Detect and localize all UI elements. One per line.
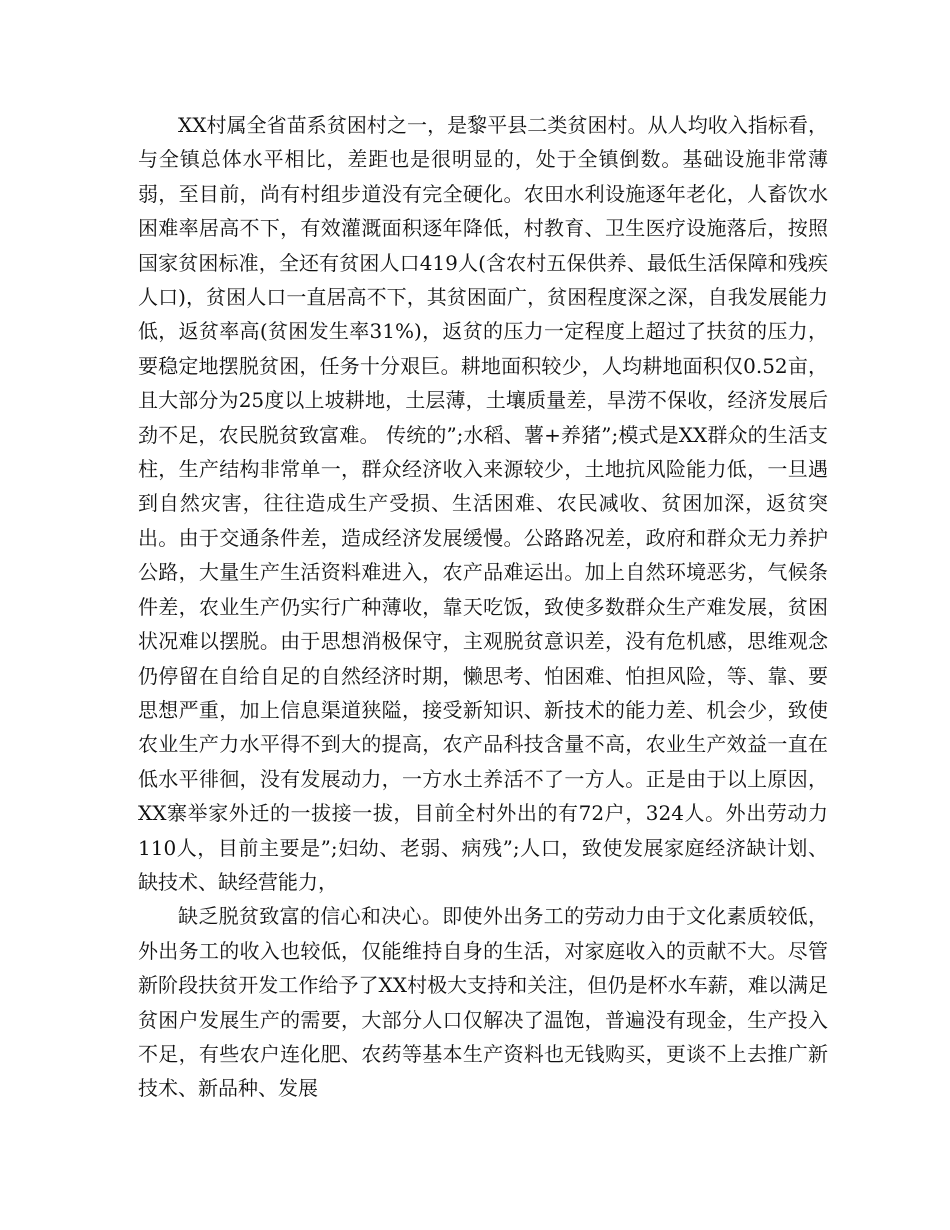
document-body [138, 108, 828, 1106]
paragraph-2: 缺乏脱贫致富的信心和决心。即使外出务工的劳动力由于文化素质较低，外出务工的收入也较低，仅能维持自身的生活，对家庭收入的贡献不大。尽管新阶段扶贫开发工作给予了XX村极大支持和关注，但仍是杯水车薪，难以满足贫困户发展生产的需要，大部分人口仅解决了温饱，普遍没有现金，生产投入不足，有些农户连化肥、农药等基本生产资料也无钱购买，更谈不上去推广新技术、新品种、发展 [138, 904, 828, 1101]
paragraph-1: XX村属全省苗系贫困村之一，是黎平县二类贫困村。从人均收入指标看，与全镇总体水平相比，差距也是很明显的，处于全镇倒数。基础设施非常薄弱，至目前，尚有村组步道没有完全硬化。农田水利设施逐年老化，人畜饮水困难率居高不下，有效灌溉面积逐年降低，村教育、卫生医疗设施落后，按照国家贫困标准，全还有贫困人口419人(含农村五保供养、最低生活保障和残疾人口)，贫困人口一直居高不下，其贫困面广，贫困程度深之深，自我发展能力低，返贫率高(贫困发生率31%)，返贫的压力一定程度上超过了扶贫的压力，要稳定地摆脱贫困，任务十分艰巨。耕地面积较少，人均耕地面积仅0.52亩，且大部分为25度以上坡耕地，土层薄，土壤质量差，旱涝不保收，经济发展后劲不足，农民脱贫致富难。 传统的”;水稻、薯+养猪”;模式是XX群众的生活支柱，生产结构非常单一，群众经济收入来源较少，土地抗风险能力低，一旦遇到自然灾害，往往造成生产受损、生活困难、农民减收、贫困加深，返贫突出。由于交通条件差，造成经济发展缓慢。公路路况差，政府和群众无力养护公路，大量生产生活资料难进入，农产品难运出。加上自然环境恶劣，气候条件差，农业生产仍实行广种薄收，靠天吃饭，致使多数群众生产难发展，贫困状况难以摆脱。由于思想消极保守，主观脱贫意识差，没有危机感，思维观念仍停留在自给自足的自然经济时期，懒思考、怕困难、怕担风险，等、靠、要思想严重，加上信息渠道狭隘，接受新知识、新技术的能力差、机会少，致使农业生产力水平得不到大的提高，农产品科技含量不高，农业生产效益一直在低水平徘徊，没有发展动力，一方水土养活不了一方人。正是由于以上原因，XX寨举家外迁的一拔接一拔，目前全村外出的有72户，324人。外出劳动力110人，目前主要是”;妇幼、老弱、病残”;人口，致使发展家庭经济缺计划、缺技术、缺经营能力， [138, 113, 828, 894]
